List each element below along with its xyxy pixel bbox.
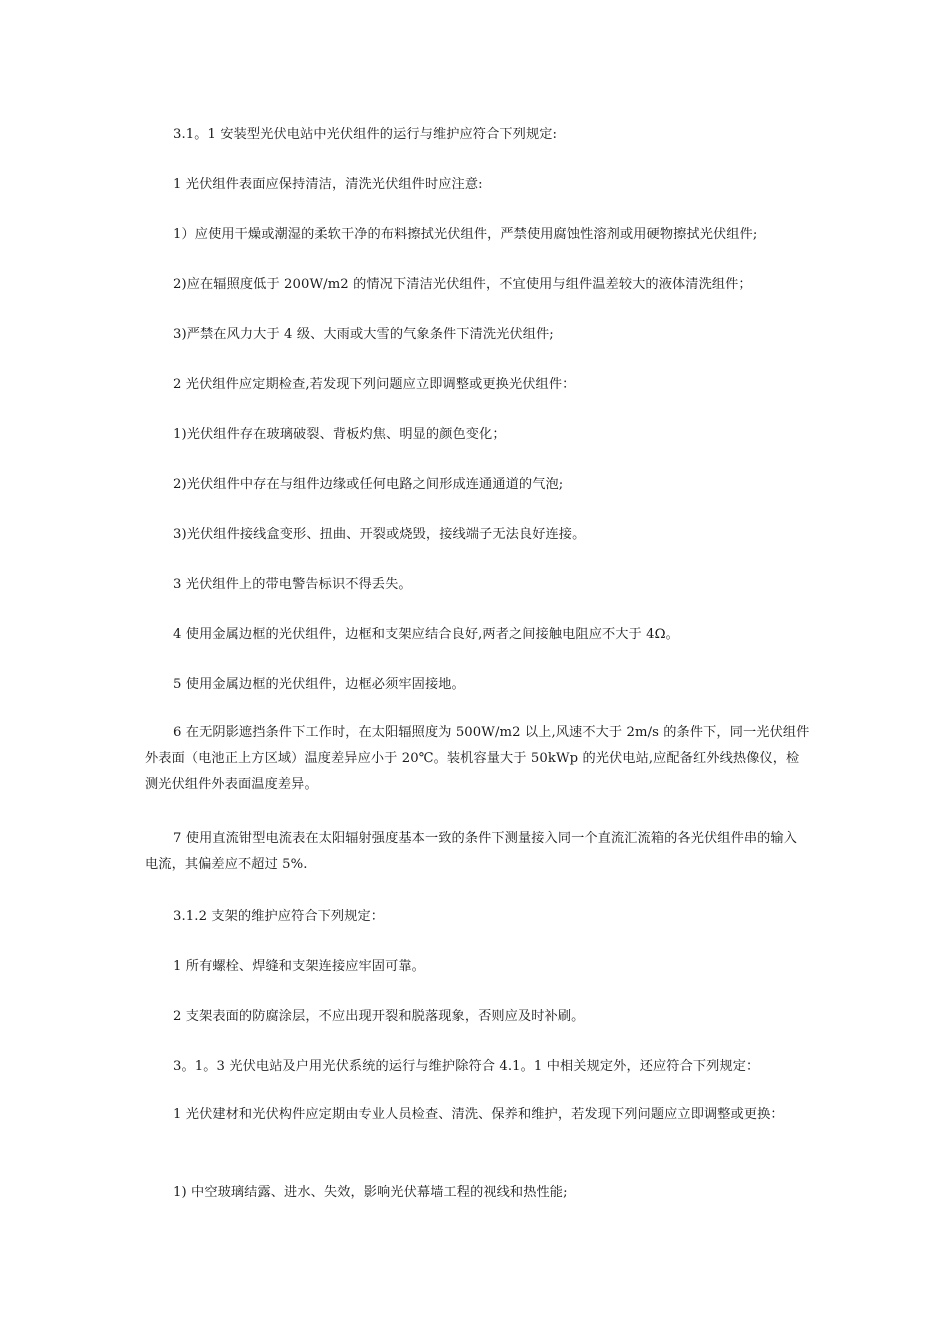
section-heading-3-1-3: 3。1。3 光伏电站及户用光伏系统的运行与维护除符合 4.1。1 中相关规定外，还应符合下列规定：	[173, 1059, 760, 1074]
paragraph-subitem: 3)光伏组件接线盒变形、扭曲、开裂或烧毁，接线端子无法良好连接。	[173, 527, 586, 542]
paragraph-item-6: 6 在无阴影遮挡条件下工作时，在太阳辐照度为 500W/m2 以上,风速不大于 2m/s 的条件下，同一光伏组件外表面（电池正上方区域）温度差异应小于 20℃。装机容量大于 50kWp 的光伏电站,应配备红外线热像仪，检测光伏组件外表面温度差异。	[145, 725, 810, 792]
paragraph-subitem: 1)光伏组件存在玻璃破裂、背板灼焦、明显的颜色变化；	[173, 427, 506, 442]
paragraph-item-4: 4 使用金属边框的光伏组件，边框和支架应结合良好,两者之间接触电阻应不大于 4Ω。	[173, 627, 679, 642]
paragraph-item-3: 3 光伏组件上的带电警告标识不得丢失。	[173, 577, 412, 592]
paragraph-item-7: 7 使用直流钳型电流表在太阳辐射强度基本一致的条件下测量接入同一个直流汇流箱的各光伏组件串的输入电流，其偏差应不超过 5%.	[145, 831, 798, 872]
paragraph-subitem: 1) 中空玻璃结露、进水、失效，影响光伏幕墙工程的视线和热性能;	[173, 1185, 568, 1200]
paragraph-subitem: 3)严禁在风力大于 4 级、大雨或大雪的气象条件下清洗光伏组件;	[173, 327, 554, 342]
paragraph-subitem: 2)光伏组件中存在与组件边缘或任何电路之间形成连通通道的气泡;	[173, 477, 564, 492]
paragraph-item-2: 2 光伏组件应定期检查,若发现下列问题应立即调整或更换光伏组件：	[173, 377, 576, 392]
paragraph-item-5: 5 使用金属边框的光伏组件，边框必须牢固接地。	[173, 677, 465, 692]
section-heading-3-1-2: 3.1.2 支架的维护应符合下列规定：	[173, 909, 385, 924]
paragraph-item-2: 2 支架表面的防腐涂层，不应出现开裂和脱落现象，否则应及时补刷。	[173, 1009, 585, 1024]
paragraph-item-1: 1 光伏建材和光伏构件应定期由专业人员检查、清洗、保养和维护，若发现下列问题应立即调整或更换：	[173, 1107, 784, 1122]
paragraph-subitem: 2)应在辐照度低于 200W/m2 的情况下清洁光伏组件，不宜使用与组件温差较大的液体清洗组件；	[173, 277, 752, 292]
paragraph-item-1: 1 所有螺栓、焊缝和支架连接应牢固可靠。	[173, 959, 425, 974]
section-heading-3-1-1: 3.1。1 安装型光伏电站中光伏组件的运行与维护应符合下列规定:	[173, 127, 558, 142]
paragraph-item-1: 1 光伏组件表面应保持清洁，清洗光伏组件时应注意:	[173, 177, 483, 192]
paragraph-subitem: 1）应使用干燥或潮湿的柔软干净的布料擦拭光伏组件，严禁使用腐蚀性溶剂或用硬物擦拭光伏组件;	[173, 227, 758, 242]
